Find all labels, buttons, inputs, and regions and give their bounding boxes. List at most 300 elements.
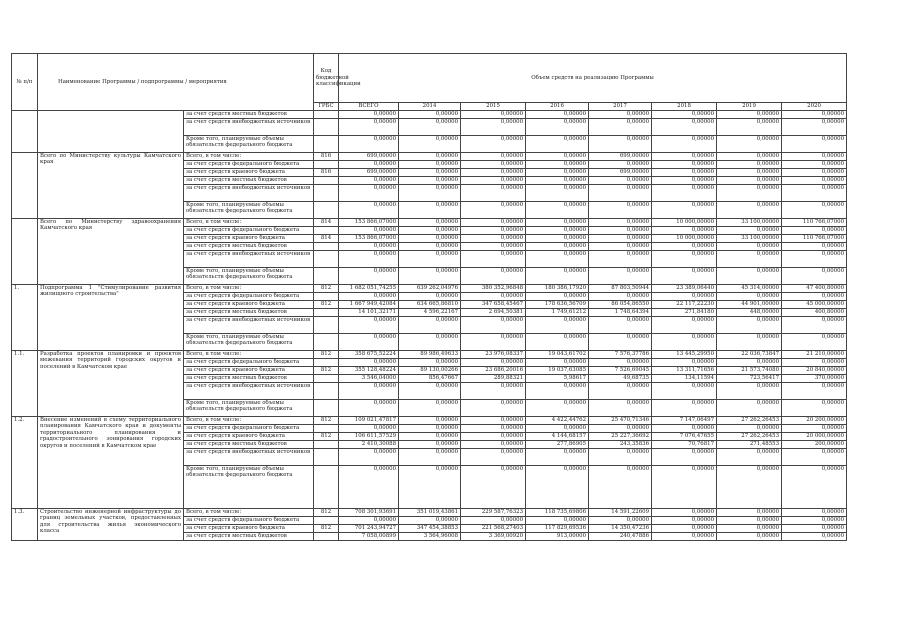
- funding-source: Всего, в том числе:: [184, 219, 314, 227]
- value-year: 0,00000: [652, 136, 717, 153]
- header-num: № п/п: [12, 54, 38, 111]
- value-year: 0,00000: [526, 153, 589, 161]
- value-year: 200,00000: [782, 441, 847, 449]
- activity-name: [38, 111, 184, 153]
- value-year: 0,00000: [526, 251, 589, 268]
- value-year: 0,00000: [652, 509, 717, 517]
- value-year: 0,00000: [461, 417, 526, 425]
- table-row: [12, 153, 847, 161]
- activity-name: Строительство инженерной инфраструктуры до границ земельных участков, предоставленных для строительства жилья экономического класса: [38, 509, 184, 541]
- value-year: 0,00000: [399, 177, 461, 185]
- value-year: 0,00000: [652, 202, 717, 219]
- grbs-code: 814: [314, 219, 339, 227]
- grbs-code: [314, 425, 339, 433]
- value-year: 0,00000: [652, 293, 717, 301]
- value-year: 0,00000: [399, 251, 461, 268]
- value-year: 0,00000: [717, 425, 782, 433]
- value-year: 351 019,43861: [399, 509, 461, 517]
- grbs-code: [314, 317, 339, 334]
- funding-source: за счет средств местных бюджетов: [184, 177, 314, 185]
- value-year: 0,00000: [782, 161, 847, 169]
- grbs-code: [314, 309, 339, 317]
- grbs-code: 816: [314, 169, 339, 177]
- value-year: 0,00000: [461, 111, 526, 119]
- value-year: 0,00000: [526, 425, 589, 433]
- value-year: 0,00000: [782, 466, 847, 509]
- header-year: 2018: [652, 103, 717, 111]
- value-year: 0,00000: [782, 268, 847, 285]
- grbs-code: [314, 400, 339, 417]
- value-year: 0,00000: [589, 185, 652, 202]
- value-year: 0,00000: [717, 119, 782, 136]
- value-total: 0,00000: [339, 251, 399, 268]
- grbs-code: [314, 383, 339, 400]
- value-year: 0,00000: [399, 441, 461, 449]
- value-year: 0,00000: [589, 383, 652, 400]
- funding-source: за счет средств местных бюджетов: [184, 309, 314, 317]
- value-year: 0,00000: [461, 185, 526, 202]
- value-year: 0,00000: [399, 449, 461, 466]
- value-year: 23 686,20016: [461, 367, 526, 375]
- value-year: 699,00000: [589, 169, 652, 177]
- grbs-code: [314, 268, 339, 285]
- grbs-code: [314, 243, 339, 251]
- grbs-code: 812: [314, 351, 339, 359]
- value-year: 0,00000: [461, 219, 526, 227]
- funding-source: за счет средств краевого бюджета: [184, 301, 314, 309]
- value-total: 0,00000: [339, 383, 399, 400]
- value-year: 0,00000: [782, 293, 847, 301]
- value-year: 380 352,96848: [461, 285, 526, 293]
- value-year: 0,00000: [782, 449, 847, 466]
- funding-source: Кроме того, планируемые объемы обязательств федерального бюджета: [184, 136, 314, 153]
- header-year: 2016: [526, 103, 589, 111]
- value-year: 25 227,36692: [589, 433, 652, 441]
- value-year: 0,00000: [461, 202, 526, 219]
- value-year: 7 147,06497: [652, 417, 717, 425]
- value-year: 0,00000: [526, 202, 589, 219]
- value-year: 0,00000: [589, 251, 652, 268]
- funding-source: Всего, в том числе:: [184, 285, 314, 293]
- value-year: 20 000,00000: [782, 433, 847, 441]
- value-year: 14 350,47236: [589, 525, 652, 533]
- funding-source: за счет средств краевого бюджета: [184, 169, 314, 177]
- value-total: 0,00000: [339, 185, 399, 202]
- program-budget-table: [11, 53, 847, 541]
- value-year: 0,00000: [399, 111, 461, 119]
- value-year: 0,00000: [782, 153, 847, 161]
- value-year: 289,88321: [461, 375, 526, 383]
- funding-source: за счет средств внебюджетных источников: [184, 449, 314, 466]
- value-year: 0,00000: [717, 185, 782, 202]
- grbs-code: 814: [314, 235, 339, 243]
- value-year: 0,00000: [461, 449, 526, 466]
- value-year: 0,00000: [461, 251, 526, 268]
- value-year: 0,00000: [526, 334, 589, 351]
- value-year: 448,00000: [717, 309, 782, 317]
- activity-name: Всего по Министерству культуры Камчатского края: [38, 153, 184, 219]
- value-year: 0,00000: [717, 517, 782, 525]
- value-year: 913,00000: [526, 533, 589, 541]
- value-year: 0,00000: [589, 243, 652, 251]
- funding-source: Кроме того, планируемые объемы обязательств федерального бюджета: [184, 202, 314, 219]
- value-year: 0,00000: [652, 111, 717, 119]
- value-year: 19 043,61702: [526, 351, 589, 359]
- value-year: 0,00000: [399, 219, 461, 227]
- funding-source: за счет средств федерального бюджета: [184, 517, 314, 525]
- funding-source: Кроме того, планируемые объемы обязательств федерального бюджета: [184, 400, 314, 417]
- grbs-code: 812: [314, 433, 339, 441]
- header-name: Наименование Программы / подпрограммы / мероприятия: [38, 54, 314, 111]
- row-number: [12, 219, 38, 285]
- value-year: 0,00000: [461, 177, 526, 185]
- value-year: 10 000,00000: [652, 219, 717, 227]
- value-year: 0,00000: [526, 383, 589, 400]
- grbs-code: [314, 119, 339, 136]
- funding-source: Всего, в том числе:: [184, 153, 314, 161]
- value-year: 27 262,26453: [717, 417, 782, 425]
- value-year: 0,00000: [652, 533, 717, 541]
- value-year: 221 568,27403: [461, 525, 526, 533]
- value-year: 0,00000: [589, 111, 652, 119]
- funding-source: Всего, в том числе:: [184, 417, 314, 425]
- grbs-code: 812: [314, 285, 339, 293]
- table-row: [12, 285, 847, 293]
- value-year: 0,00000: [782, 177, 847, 185]
- grbs-code: 812: [314, 525, 339, 533]
- value-year: 22 036,73847: [717, 351, 782, 359]
- value-year: 25 470,71346: [589, 417, 652, 425]
- value-year: 0,00000: [782, 185, 847, 202]
- value-year: 0,00000: [589, 359, 652, 367]
- funding-source: за счет средств местных бюджетов: [184, 533, 314, 541]
- funding-source: Всего, в том числе:: [184, 351, 314, 359]
- value-year: 0,00000: [717, 400, 782, 417]
- value-year: 0,00000: [589, 293, 652, 301]
- activity-name: Всего по Министерству здравоохранения Камчатского края: [38, 219, 184, 285]
- value-year: 4 144,68157: [526, 433, 589, 441]
- value-year: 89 130,00266: [399, 367, 461, 375]
- value-year: 4 422,44762: [526, 417, 589, 425]
- value-year: 3 564,96008: [399, 533, 461, 541]
- value-year: 0,00000: [589, 219, 652, 227]
- value-year: 7 576,37786: [589, 351, 652, 359]
- header-year: 2019: [717, 103, 782, 111]
- funding-source: за счет средств местных бюджетов: [184, 111, 314, 119]
- value-year: 0,00000: [652, 243, 717, 251]
- funding-source: за счет средств внебюджетных источников: [184, 383, 314, 400]
- grbs-code: [314, 449, 339, 466]
- value-year: 3 369,00920: [461, 533, 526, 541]
- value-total: 355 128,48224: [339, 367, 399, 375]
- header-grbs: ГРБС: [314, 103, 339, 111]
- value-year: 0,00000: [782, 202, 847, 219]
- value-year: 0,00000: [782, 251, 847, 268]
- value-year: 0,00000: [589, 400, 652, 417]
- value-year: 0,00000: [782, 400, 847, 417]
- value-year: 0,00000: [526, 449, 589, 466]
- value-year: 0,00000: [652, 517, 717, 525]
- row-number: 1.1.: [12, 351, 38, 417]
- value-total: 0,00000: [339, 161, 399, 169]
- value-year: 0,00000: [589, 268, 652, 285]
- value-year: 0,00000: [717, 525, 782, 533]
- value-total: 14 101,32171: [339, 309, 399, 317]
- funding-source: за счет средств федерального бюджета: [184, 359, 314, 367]
- value-total: 0,00000: [339, 111, 399, 119]
- value-year: 0,00000: [526, 161, 589, 169]
- value-year: 33 100,00000: [717, 235, 782, 243]
- grbs-code: [314, 466, 339, 509]
- value-total: 358 675,52224: [339, 351, 399, 359]
- value-year: 0,00000: [589, 517, 652, 525]
- value-year: 0,00000: [461, 268, 526, 285]
- grbs-code: 816: [314, 153, 339, 161]
- funding-source: за счет средств краевого бюджета: [184, 367, 314, 375]
- value-year: 0,00000: [717, 136, 782, 153]
- value-year: 0,00000: [399, 359, 461, 367]
- funding-source: за счет средств внебюджетных источников: [184, 119, 314, 136]
- funding-source: Кроме того, планируемые объемы обязательств федерального бюджета: [184, 334, 314, 351]
- funding-source: за счет средств внебюджетных источников: [184, 317, 314, 334]
- value-year: 0,00000: [717, 111, 782, 119]
- value-year: 0,00000: [717, 334, 782, 351]
- value-year: 0,00000: [717, 359, 782, 367]
- value-year: 0,00000: [526, 243, 589, 251]
- value-year: 856,47667: [399, 375, 461, 383]
- value-year: 0,00000: [461, 334, 526, 351]
- value-year: 0,00000: [399, 293, 461, 301]
- value-year: 0,00000: [589, 161, 652, 169]
- value-year: 70,76817: [652, 441, 717, 449]
- value-total: 0,00000: [339, 243, 399, 251]
- row-number: 1.2.: [12, 417, 38, 509]
- value-year: 23 389,06440: [652, 285, 717, 293]
- value-year: 0,00000: [652, 383, 717, 400]
- header-volume: Объем средств на реализацию Программы: [339, 54, 847, 103]
- value-year: 0,00000: [652, 161, 717, 169]
- value-year: 243,35836: [589, 441, 652, 449]
- value-year: 45 314,00000: [717, 285, 782, 293]
- value-year: 0,00000: [589, 202, 652, 219]
- grbs-code: 812: [314, 417, 339, 425]
- value-year: 134,11594: [652, 375, 717, 383]
- value-year: 118 735,69806: [526, 509, 589, 517]
- value-year: 0,00000: [782, 383, 847, 400]
- value-year: 0,00000: [399, 227, 461, 235]
- value-year: 0,00000: [652, 251, 717, 268]
- header-year: 2015: [461, 103, 526, 111]
- value-year: 89 986,49633: [399, 351, 461, 359]
- value-year: 0,00000: [782, 425, 847, 433]
- value-total: 0,00000: [339, 227, 399, 235]
- value-total: 7 058,00899: [339, 533, 399, 541]
- value-total: 0,00000: [339, 202, 399, 219]
- funding-source: за счет средств внебюджетных источников: [184, 251, 314, 268]
- value-total: 0,00000: [339, 517, 399, 525]
- header-year: 2020: [782, 103, 847, 111]
- value-year: 0,00000: [652, 425, 717, 433]
- value-year: 0,00000: [589, 425, 652, 433]
- value-year: 0,00000: [717, 383, 782, 400]
- value-total: 0,00000: [339, 359, 399, 367]
- header-kbk: Код бюджетной классификации: [314, 54, 339, 103]
- value-year: 0,00000: [399, 161, 461, 169]
- value-total: 0,00000: [339, 119, 399, 136]
- value-year: 0,00000: [717, 293, 782, 301]
- value-year: 0,00000: [782, 517, 847, 525]
- grbs-code: [314, 293, 339, 301]
- value-year: 0,00000: [652, 227, 717, 235]
- value-year: 180 386,17920: [526, 285, 589, 293]
- value-total: 153 866,07000: [339, 219, 399, 227]
- value-year: 0,00000: [652, 466, 717, 509]
- value-year: 0,00000: [782, 136, 847, 153]
- value-year: 0,00000: [652, 449, 717, 466]
- value-year: 0,00000: [717, 153, 782, 161]
- value-year: 634 665,86810: [399, 301, 461, 309]
- value-year: 639 262,04976: [399, 285, 461, 293]
- value-year: 110 766,07000: [782, 219, 847, 227]
- value-year: 13 445,29950: [652, 351, 717, 359]
- value-year: 0,00000: [526, 517, 589, 525]
- value-year: 0,00000: [399, 235, 461, 243]
- value-year: 0,00000: [461, 317, 526, 334]
- value-year: 178 636,56709: [526, 301, 589, 309]
- value-year: 45 000,00000: [782, 301, 847, 309]
- value-total: 0,00000: [339, 400, 399, 417]
- value-year: 0,00000: [717, 251, 782, 268]
- value-year: 0,00000: [526, 119, 589, 136]
- value-year: 23 976,08337: [461, 351, 526, 359]
- value-year: 0,00000: [782, 169, 847, 177]
- funding-source: за счет средств федерального бюджета: [184, 293, 314, 301]
- value-year: 0,00000: [461, 383, 526, 400]
- funding-source: за счет средств местных бюджетов: [184, 243, 314, 251]
- funding-source: за счет средств федерального бюджета: [184, 227, 314, 235]
- row-number: [12, 111, 38, 153]
- value-year: 0,00000: [399, 136, 461, 153]
- table-row: [12, 219, 847, 227]
- value-year: 0,00000: [461, 227, 526, 235]
- value-year: 0,00000: [717, 169, 782, 177]
- value-year: 0,00000: [526, 359, 589, 367]
- value-year: 0,00000: [589, 119, 652, 136]
- funding-source: Кроме того, планируемые объемы обязательств федерального бюджета: [184, 268, 314, 285]
- value-year: 0,00000: [399, 433, 461, 441]
- grbs-code: [314, 334, 339, 351]
- value-year: 0,00000: [589, 235, 652, 243]
- grbs-code: [314, 517, 339, 525]
- grbs-code: [314, 177, 339, 185]
- value-year: 271,48553: [717, 441, 782, 449]
- value-year: 723,56417: [717, 375, 782, 383]
- value-year: 0,00000: [589, 177, 652, 185]
- value-year: 229 587,76323: [461, 509, 526, 517]
- value-year: 7 526,69045: [589, 367, 652, 375]
- grbs-code: [314, 533, 339, 541]
- value-year: 347 454,38853: [399, 525, 461, 533]
- value-year: 5,98617: [526, 375, 589, 383]
- value-year: 0,00000: [589, 136, 652, 153]
- value-year: 0,00000: [399, 417, 461, 425]
- value-year: 22 117,22230: [652, 301, 717, 309]
- value-total: 699,00000: [339, 153, 399, 161]
- table-row: [12, 509, 847, 517]
- activity-name: Внесение изменений в схему территориального планирования Камчатского края и документы территориального планирования и градостроительного зонирования городских округов и поселений в Камчатском крае: [38, 417, 184, 509]
- row-number: [12, 153, 38, 219]
- value-year: 400,80000: [782, 309, 847, 317]
- value-year: 20 200,00000: [782, 417, 847, 425]
- value-year: 0,00000: [652, 359, 717, 367]
- funding-source: за счет средств федерального бюджета: [184, 161, 314, 169]
- value-year: 0,00000: [782, 509, 847, 517]
- table-row: [12, 417, 847, 425]
- value-year: 0,00000: [717, 466, 782, 509]
- funding-source: за счет средств федерального бюджета: [184, 425, 314, 433]
- value-year: 277,86905: [526, 441, 589, 449]
- value-year: 0,00000: [526, 235, 589, 243]
- value-year: 0,00000: [399, 169, 461, 177]
- value-year: 0,00000: [782, 111, 847, 119]
- activity-name: Подпрограмма 1 "Стимулирование развития жилищного строительства": [38, 285, 184, 351]
- value-year: 0,00000: [461, 119, 526, 136]
- row-number: 1.: [12, 285, 38, 351]
- value-year: 0,00000: [526, 169, 589, 177]
- value-year: 0,00000: [652, 400, 717, 417]
- table-row: [12, 111, 847, 119]
- value-year: 0,00000: [399, 400, 461, 417]
- value-year: 0,00000: [717, 509, 782, 517]
- value-year: 0,00000: [782, 227, 847, 235]
- grbs-code: 812: [314, 509, 339, 517]
- value-year: 0,00000: [526, 219, 589, 227]
- funding-source: за счет средств внебюджетных источников: [184, 185, 314, 202]
- value-year: 14 591,22609: [589, 509, 652, 517]
- value-year: 0,00000: [399, 268, 461, 285]
- value-year: 0,00000: [782, 359, 847, 367]
- grbs-code: 812: [314, 367, 339, 375]
- value-year: 0,00000: [589, 227, 652, 235]
- value-year: 0,00000: [717, 243, 782, 251]
- value-year: 1 748,64394: [589, 309, 652, 317]
- value-year: 0,00000: [782, 525, 847, 533]
- value-total: 109 021,47817: [339, 417, 399, 425]
- grbs-code: [314, 136, 339, 153]
- value-year: 0,00000: [461, 400, 526, 417]
- value-year: 86 054,86550: [589, 301, 652, 309]
- value-year: 370,00000: [782, 375, 847, 383]
- value-total: 2 410,30088: [339, 441, 399, 449]
- grbs-code: [314, 441, 339, 449]
- funding-source: Кроме того, планируемые объемы обязательств федерального бюджета: [184, 466, 314, 509]
- value-total: 106 611,57529: [339, 433, 399, 441]
- value-total: 1 682 051,74255: [339, 285, 399, 293]
- value-year: 0,00000: [526, 185, 589, 202]
- value-year: 0,00000: [526, 111, 589, 119]
- value-year: 0,00000: [717, 449, 782, 466]
- funding-source: за счет средств местных бюджетов: [184, 441, 314, 449]
- value-year: 0,00000: [652, 119, 717, 136]
- value-year: 0,00000: [589, 449, 652, 466]
- value-year: 0,00000: [461, 293, 526, 301]
- grbs-code: [314, 227, 339, 235]
- value-year: 0,00000: [461, 433, 526, 441]
- value-year: 0,00000: [717, 268, 782, 285]
- value-total: 0,00000: [339, 466, 399, 509]
- value-year: 2 694,50381: [461, 309, 526, 317]
- value-year: 0,00000: [399, 334, 461, 351]
